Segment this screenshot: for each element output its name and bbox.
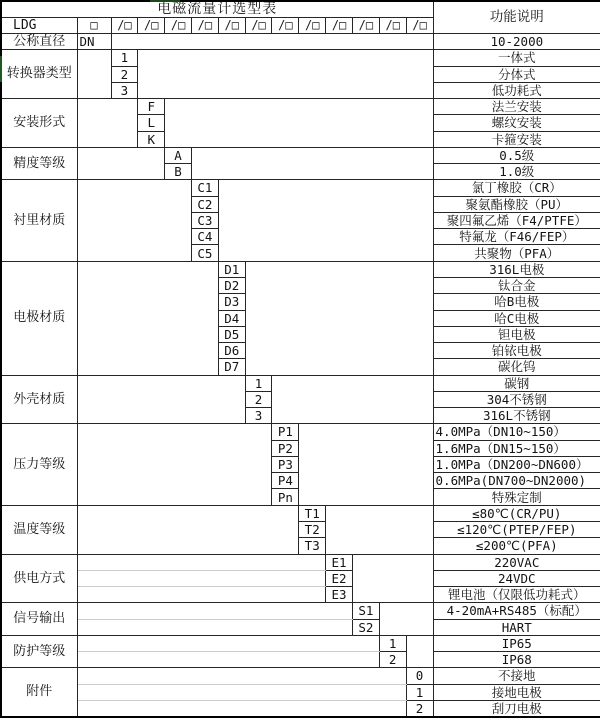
function-desc-header: 功能说明	[433, 1, 600, 34]
function-desc: 哈B电极	[433, 294, 600, 310]
code-cell: DN	[77, 34, 111, 50]
code-cell: 3	[111, 82, 138, 98]
code-cell: P2	[272, 440, 299, 456]
code-box-cell: /□	[191, 17, 218, 33]
empty-cell	[77, 619, 352, 635]
code-cell: 1	[111, 50, 138, 66]
code-cell: 0	[406, 668, 433, 684]
empty-cell	[77, 50, 111, 99]
code-box-cell: □	[77, 17, 111, 33]
code-cell: D5	[218, 326, 245, 342]
category-label: 公称直径	[1, 34, 77, 50]
category-label: 精度等级	[1, 147, 77, 180]
function-desc: IP68	[433, 652, 600, 668]
empty-cell	[77, 652, 379, 668]
code-cell: C2	[191, 196, 218, 212]
category-label: 防护等级	[1, 635, 77, 668]
category-label: 转换器类型	[1, 50, 77, 99]
function-desc: 4-20mA+RS485（标配）	[433, 603, 600, 619]
empty-cell	[218, 180, 433, 261]
empty-cell	[77, 684, 406, 700]
code-cell: L	[138, 115, 165, 131]
empty-cell	[352, 554, 433, 603]
code-cell: 1	[245, 375, 272, 391]
code-box-cell: /□	[245, 17, 272, 33]
code-cell: A	[165, 147, 192, 163]
code-box-cell: /□	[299, 17, 326, 33]
code-cell: P3	[272, 456, 299, 472]
function-desc: 220VAC	[433, 554, 600, 570]
category-label: 信号输出	[1, 603, 77, 636]
empty-cell	[77, 375, 245, 424]
model-code-cell: LDG	[1, 17, 77, 33]
code-cell: C5	[191, 245, 218, 261]
category-label: 电极材质	[1, 261, 77, 375]
code-cell: D7	[218, 359, 245, 375]
category-label: 外壳材质	[1, 375, 77, 424]
code-cell: D1	[218, 261, 245, 277]
code-box-cell: /□	[272, 17, 299, 33]
function-desc: 304不锈钢	[433, 391, 600, 407]
code-cell: C1	[191, 180, 218, 196]
code-box-cell: /□	[111, 17, 138, 33]
function-desc: 碳化钨	[433, 359, 600, 375]
function-desc: 低功耗式	[433, 82, 600, 98]
function-desc: 接地电极	[433, 684, 600, 700]
code-cell: D3	[218, 294, 245, 310]
function-desc: ≤200℃(PFA)	[433, 538, 600, 554]
function-desc: 铂铱电极	[433, 343, 600, 359]
category-label: 温度等级	[1, 505, 77, 554]
function-desc: 螺纹安装	[433, 115, 600, 131]
code-cell: C4	[191, 229, 218, 245]
code-cell: T2	[299, 522, 326, 538]
code-cell: 2	[111, 66, 138, 82]
function-desc: 钽电极	[433, 326, 600, 342]
code-cell: K	[138, 131, 165, 147]
empty-cell	[77, 603, 352, 619]
empty-cell	[77, 554, 326, 570]
code-cell: 1	[406, 684, 433, 700]
empty-cell	[77, 668, 406, 684]
code-cell: T1	[299, 505, 326, 521]
code-cell: S1	[352, 603, 379, 619]
code-cell: S2	[352, 619, 379, 635]
code-cell: B	[165, 164, 192, 180]
function-desc: HART	[433, 619, 600, 635]
empty-cell	[272, 375, 433, 424]
empty-cell	[77, 700, 406, 716]
code-box-cell: /□	[138, 17, 165, 33]
empty-cell	[191, 147, 433, 180]
function-desc: ≤80℃(CR/PU)	[433, 505, 600, 521]
code-cell: D2	[218, 278, 245, 294]
code-cell: E2	[326, 570, 353, 586]
empty-cell	[245, 261, 433, 375]
function-desc: 氯丁橡胶（CR）	[433, 180, 600, 196]
function-desc: IP65	[433, 635, 600, 651]
code-cell: F	[138, 99, 165, 115]
function-desc: 法兰安装	[433, 99, 600, 115]
code-cell: 2	[406, 700, 433, 716]
code-cell: D6	[218, 343, 245, 359]
empty-cell	[77, 99, 138, 148]
code-cell: 3	[245, 408, 272, 424]
empty-cell	[379, 603, 433, 636]
function-desc: 10-2000	[433, 34, 600, 50]
function-desc: 0.6MPa(DN700~DN2000)	[433, 473, 600, 489]
function-desc: 316L电极	[433, 261, 600, 277]
category-label: 压力等级	[1, 424, 77, 505]
function-desc: 特氟龙（F46/FEP）	[433, 229, 600, 245]
code-cell: T3	[299, 538, 326, 554]
function-desc: 1.6MPa（DN15~150）	[433, 440, 600, 456]
function-desc: ≤120℃(PTEP/FEP)	[433, 522, 600, 538]
function-desc: 锂电池（仅限低功耗式）	[433, 587, 600, 603]
code-cell: E1	[326, 554, 353, 570]
code-cell: 2	[379, 652, 406, 668]
function-desc: 一体式	[433, 50, 600, 66]
function-desc: 24VDC	[433, 570, 600, 586]
code-box-cell: /□	[326, 17, 353, 33]
code-cell: E3	[326, 587, 353, 603]
empty-cell	[406, 635, 433, 668]
function-desc: 聚四氟乙烯（F4/PTFE）	[433, 212, 600, 228]
category-label: 供电方式	[1, 554, 77, 603]
function-desc: 卡箍安装	[433, 131, 600, 147]
empty-cell	[77, 180, 191, 261]
function-desc: 刮刀电极	[433, 700, 600, 716]
function-desc: 不接地	[433, 668, 600, 684]
function-desc: 1.0MPa（DN200~DN600）	[433, 456, 600, 472]
function-desc: 316L不锈钢	[433, 408, 600, 424]
table-title: 电磁流量计选型表	[1, 1, 433, 17]
code-box-cell: /□	[379, 17, 406, 33]
code-box-cell: /□	[165, 17, 192, 33]
empty-cell	[77, 505, 299, 554]
category-label: 衬里材质	[1, 180, 77, 261]
empty-cell	[77, 261, 218, 375]
category-label: 附件	[1, 668, 77, 717]
empty-cell	[77, 147, 165, 180]
code-box-cell: /□	[352, 17, 379, 33]
code-cell: P4	[272, 473, 299, 489]
function-desc: 1.0级	[433, 164, 600, 180]
empty-cell	[77, 635, 379, 651]
code-cell: P1	[272, 424, 299, 440]
empty-cell	[165, 99, 433, 148]
code-cell: 1	[379, 635, 406, 651]
empty-cell	[326, 505, 433, 554]
function-desc: 哈C电极	[433, 310, 600, 326]
function-desc: 0.5级	[433, 147, 600, 163]
code-cell: D4	[218, 310, 245, 326]
empty-cell	[138, 50, 433, 99]
function-desc: 碳钢	[433, 375, 600, 391]
category-label: 安装形式	[1, 99, 77, 148]
function-desc: 4.0MPa（DN10~150）	[433, 424, 600, 440]
empty-cell	[77, 424, 272, 505]
code-cell: Pn	[272, 489, 299, 505]
empty-cell	[111, 34, 433, 50]
function-desc: 钛合金	[433, 278, 600, 294]
code-cell: C3	[191, 212, 218, 228]
function-desc: 共聚物（PFA）	[433, 245, 600, 261]
empty-cell	[77, 587, 326, 603]
empty-cell	[299, 424, 433, 505]
code-box-cell: /□	[406, 17, 433, 33]
code-cell: 2	[245, 391, 272, 407]
function-desc: 特殊定制	[433, 489, 600, 505]
function-desc: 聚氨酯橡胶（PU）	[433, 196, 600, 212]
empty-cell	[77, 570, 326, 586]
function-desc: 分体式	[433, 66, 600, 82]
code-box-cell: /□	[218, 17, 245, 33]
